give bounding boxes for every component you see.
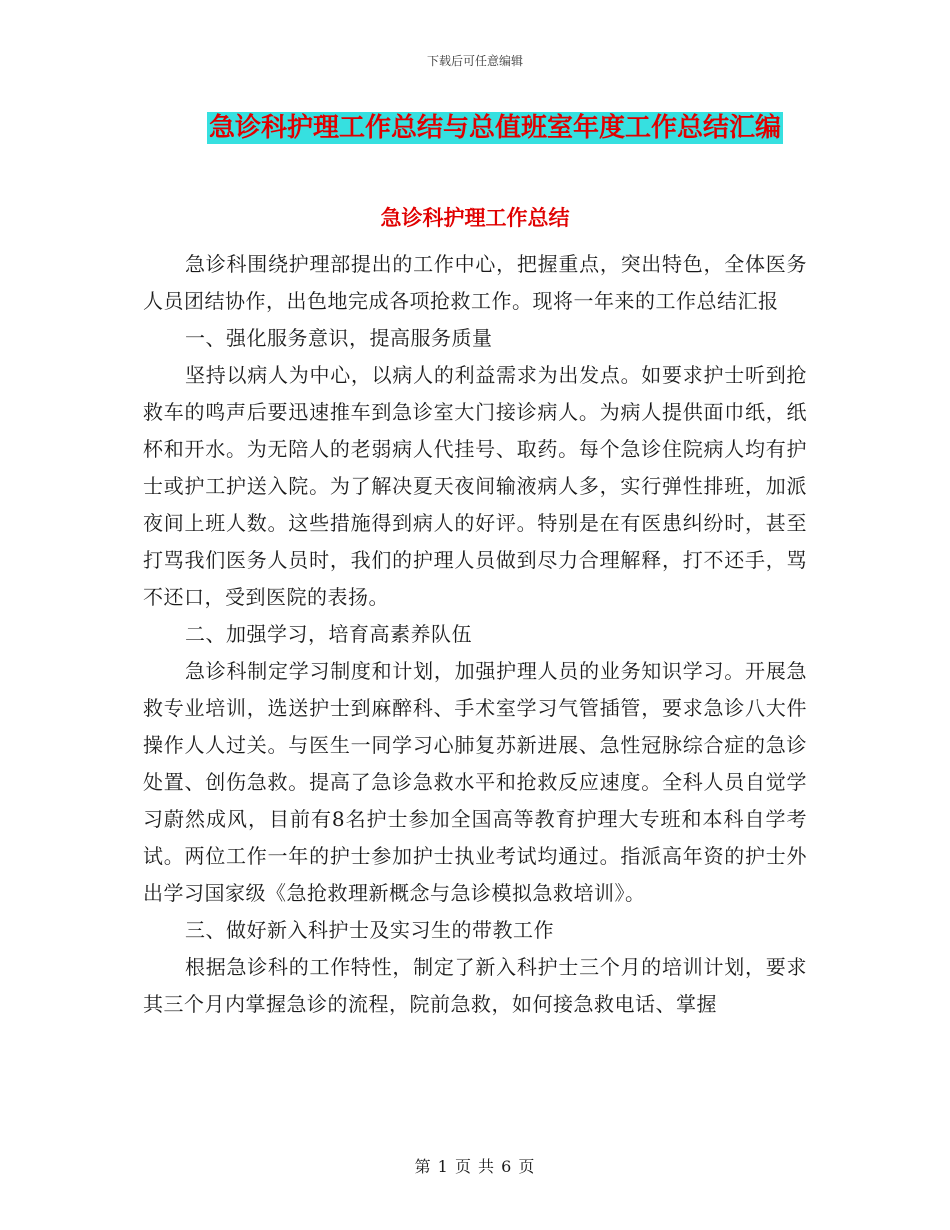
page-footer: 第 1 页 共 6 页 xyxy=(414,1157,536,1176)
heading-3: 三、做好新入科护士及实习生的带教工作 xyxy=(185,918,554,942)
heading-1: 一、强化服务意识，提高服务质量 xyxy=(185,326,493,350)
section-title: 急诊科护理工作总结 xyxy=(380,205,570,230)
paragraph-learning: 急诊科制定学习制度和计划，加强护理人员的业务知识学习。开展急救专业培训，选送护士到麻醉科、手术室学习气管插管，要求急诊八大件操作人人过关。与医生一同学习心肺复苏新进展、急性冠脉综合症的急诊处置、创伤急救。提高了急诊急救水平和抢救反应速度。全科人员自觉学习蔚然成风，目前有8名护士参加全国高等教育护理大专班和本科自学考试。两位工作一年的护士参加护士执业考试均通过。指派高年资的护士外出学习国家级《急抢救理新概念与急诊模拟急救培训》。 xyxy=(143,659,807,905)
paragraph-intro: 急诊科围绕护理部提出的工作中心，把握重点，突出特色，全体医务人员团结协作，出色地完成各项抢救工作。现将一年来的工作总结汇报 xyxy=(143,252,807,313)
document-body xyxy=(143,246,807,1023)
header-note: 下载后可任意编辑 xyxy=(426,54,523,68)
paragraph-service: 坚持以病人为中心，以病人的利益需求为出发点。如要求护士听到抢救车的鸣声后要迅速推车到急诊室大门接诊病人。为病人提供面巾纸，纸杯和开水。为无陪人的老弱病人代挂号、取药。每个急诊住院病人均有护士或护工护送入院。为了解决夏天夜间输液病人多，实行弹性排班，加派夜间上班人数。这些措施得到病人的好评。特别是在有医患纠纷时，甚至打骂我们医务人员时，我们的护理人员做到尽力合理解释，打不还手，骂不还口，受到医院的表扬。 xyxy=(143,363,807,609)
paragraph-training: 根据急诊科的工作特性，制定了新入科护士三个月的培训计划，要求其三个月内掌握急诊的流程，院前急救，如何接急救电话、掌握 xyxy=(143,955,807,1016)
heading-2: 二、加强学习，培育高素养队伍 xyxy=(185,622,472,646)
document-title: 急诊科护理工作总结与总值班室年度工作总结汇编 xyxy=(209,113,782,143)
